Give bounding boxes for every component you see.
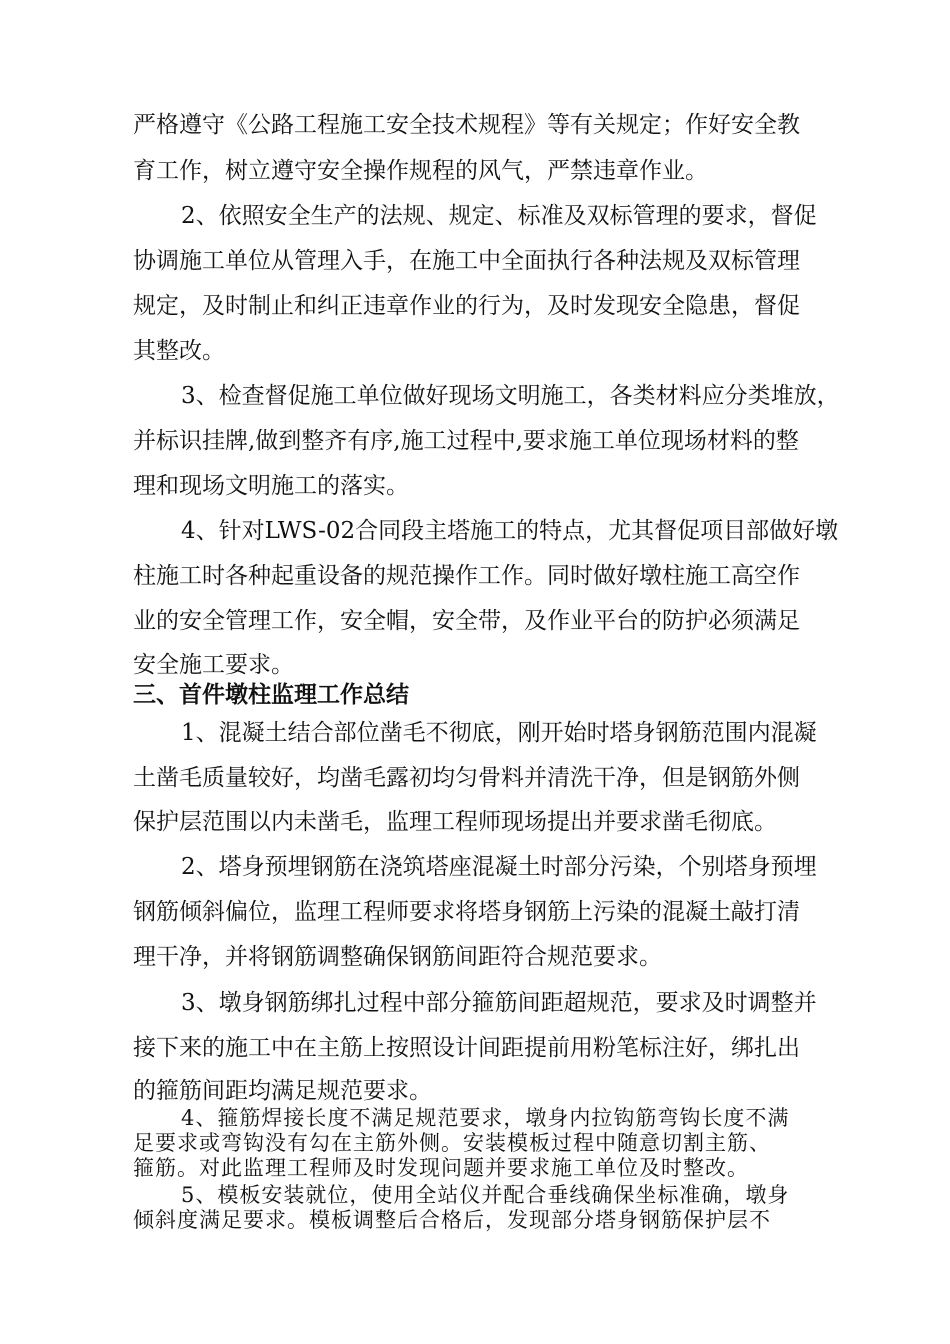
- text-line: 理和现场文明施工的落实。: [133, 473, 409, 499]
- text-line: 2、塔身预埋钢筋在浇筑塔座混凝土时部分污染，个别塔身预埋: [181, 854, 817, 880]
- text-line: 4、针对LWS-02合同段主塔施工的特点，尤其督促项目部做好墩: [181, 518, 839, 544]
- text-line: 3、墩身钢筋绑扎过程中部分箍筋间距超规范，要求及时调整并: [181, 990, 817, 1016]
- text-line: 4、箍筋焊接长度不满足规范要求，墩身内拉钩筋弯钩长度不满: [181, 1106, 790, 1130]
- text-line: 规定，及时制止和纠正违章作业的行为，及时发现安全隐患，督促: [133, 293, 800, 319]
- text-line: 的箍筋间距均满足规范要求。: [133, 1078, 432, 1104]
- text-line: 安全施工要求。: [133, 652, 294, 678]
- text-line: 保护层范围以内未凿毛，监理工程师现场提出并要求凿毛彻底。: [133, 809, 777, 835]
- text-line: 箍筋。对此监理工程师及时发现问题并要求施工单位及时整改。: [133, 1156, 749, 1180]
- text-line: 倾斜度满足要求。模板调整后合格后，发现部分塔身钢筋保护层不: [133, 1208, 771, 1232]
- text-line: 3、检查督促施工单位做好现场文明施工，各类材料应分类堆放，: [181, 383, 840, 409]
- text-line: 育工作，树立遵守安全操作规程的风气，严禁违章作业。: [133, 158, 708, 184]
- text-line: 1、混凝土结合部位凿毛不彻底，刚开始时塔身钢筋范围内混凝: [181, 720, 817, 746]
- section-heading: 三、首件墩柱监理工作总结: [133, 682, 409, 708]
- text-line: 足要求或弯钩没有勾在主筋外侧。安装模板过程中随意切割主筋、: [133, 1131, 771, 1155]
- text-line: 业的安全管理工作，安全帽，安全带，及作业平台的防护必须满足: [133, 608, 800, 634]
- text-line: 钢筋倾斜偏位，监理工程师要求将塔身钢筋上污染的混凝土敲打清: [133, 899, 800, 925]
- text-line: 土凿毛质量较好，均凿毛露初均匀骨料并清洗干净，但是钢筋外侧: [133, 765, 800, 791]
- text-line: 接下来的施工中在主筋上按照设计间距提前用粉笔标注好，绑扎出: [133, 1035, 800, 1061]
- text-line: 2、依照安全生产的法规、规定、标准及双标管理的要求，督促: [181, 203, 817, 229]
- text-line: 其整改。: [133, 338, 225, 364]
- text-line: 并标识挂牌,做到整齐有序,施工过程中,要求施工单位现场材料的整: [133, 428, 799, 454]
- text-line: 严格遵守《公路工程施工安全技术规程》等有关规定；作好安全教: [133, 112, 800, 138]
- text-line: 柱施工时各种起重设备的规范操作工作。同时做好墩柱施工高空作: [133, 563, 800, 589]
- text-line: 5、模板安装就位，使用全站仪并配合垂线确保坐标准确，墩身: [181, 1183, 790, 1207]
- text-line: 协调施工单位从管理入手，在施工中全面执行各种法规及双标管理: [133, 248, 800, 274]
- text-line: 理干净，并将钢筋调整确保钢筋间距符合规范要求。: [133, 944, 662, 970]
